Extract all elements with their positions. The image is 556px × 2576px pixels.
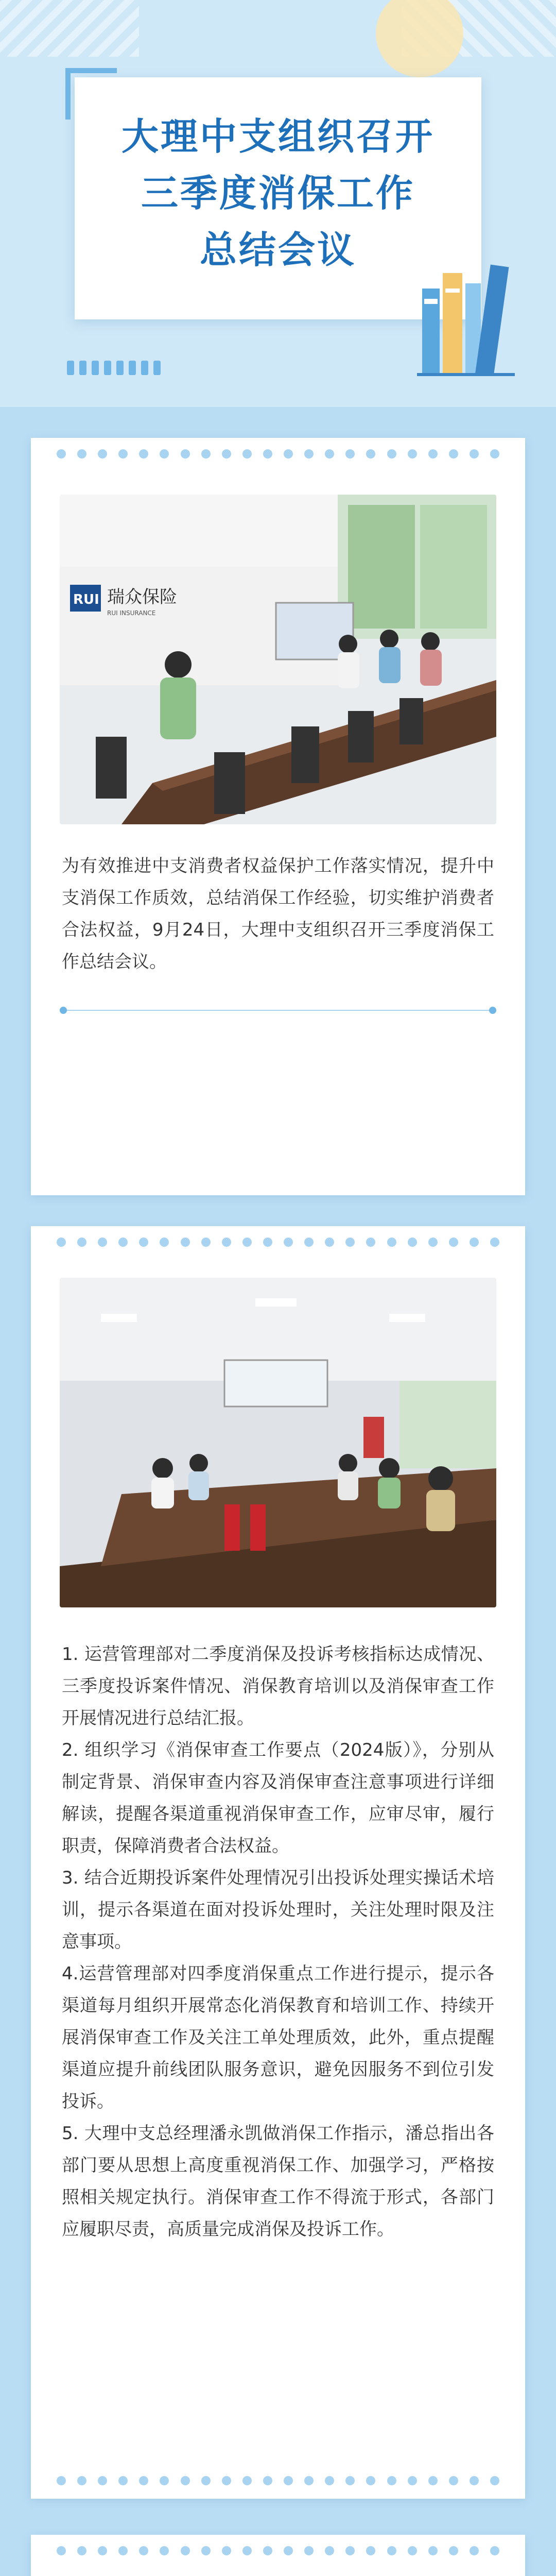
card-rings-top [57,2546,499,2557]
books-illustration [417,258,515,376]
point-item: 1. 运营管理部对二季度消保及投诉考核指标达成情况、三季度投诉案件情况、消保教育培训以及消保审查工作开展情况进行总结汇报。 [62,1644,494,1728]
point-item: 5. 大理中支总经理潘永凯做消保工作指示，潘总指出各部门要从思想上高度重视消保工作、加强学习，严格按照相关规定执行。消保审查工作不得流于形式，各部门应履职尽责，高质量完成消保及投诉工作。 [62,2123,494,2240]
header-banner [0,0,556,407]
header-sun-shape [376,0,463,77]
meeting-photo-1 [60,495,496,824]
header-dots [67,361,166,377]
point-item: 3. 结合近期投诉案件处理情况引出投诉处理实操话术培训，提示各渠道在面对投诉处理时，关注处理时限及注意事项。 [62,1868,494,1952]
title-line-1: 大理中支组织召开 [121,115,435,158]
title-line-2: 三季度消保工作 [141,172,415,215]
intro-divider [62,1010,494,1011]
points-card [31,1226,525,2499]
title-line-3: 总结会议 [199,228,356,272]
closing-card [31,2535,525,2576]
wall-logo-text: 瑞众保险 [107,587,177,607]
point-item: 2. 组织学习《消保审查工作要点（2024版）》，分别从制定背景、消保审查内容及消保审查注意事项进行详细解读，提醒各渠道重视消保审查工作，应审尽审，履行职责，保障消费者合法权益。 [62,1740,494,1856]
card-rings-top [57,1238,499,1249]
point-item: 4.运营管理部对四季度消保重点工作进行提示，提示各渠道每月组织开展常态化消保教育和培训工作、持续开展消保审查工作及关注工单处理质效，此外，重点提醒渠道应提升前线团队服务意识，避免因服务不到位引发投诉。 [62,1963,494,2112]
intro-card [31,438,525,1195]
meeting-photo-2 [60,1278,496,1607]
wall-logo-mark: RUI [73,592,99,607]
page-title [75,108,481,278]
card-rings-bottom [57,2476,499,2487]
points-list [62,1638,494,2245]
header-stripe-left [0,0,139,57]
intro-paragraph [62,850,494,978]
card-rings-top [57,449,499,461]
wall-logo-sub: RUI INSURANCE [107,609,156,617]
intro-text: 为有效推进中支消费者权益保护工作落实情况，提升中支消保工作质效，总结消保工作经验，切实维护消费者合法权益，9月24日，大理中支组织召开三季度消保工作总结会议。 [62,856,494,972]
